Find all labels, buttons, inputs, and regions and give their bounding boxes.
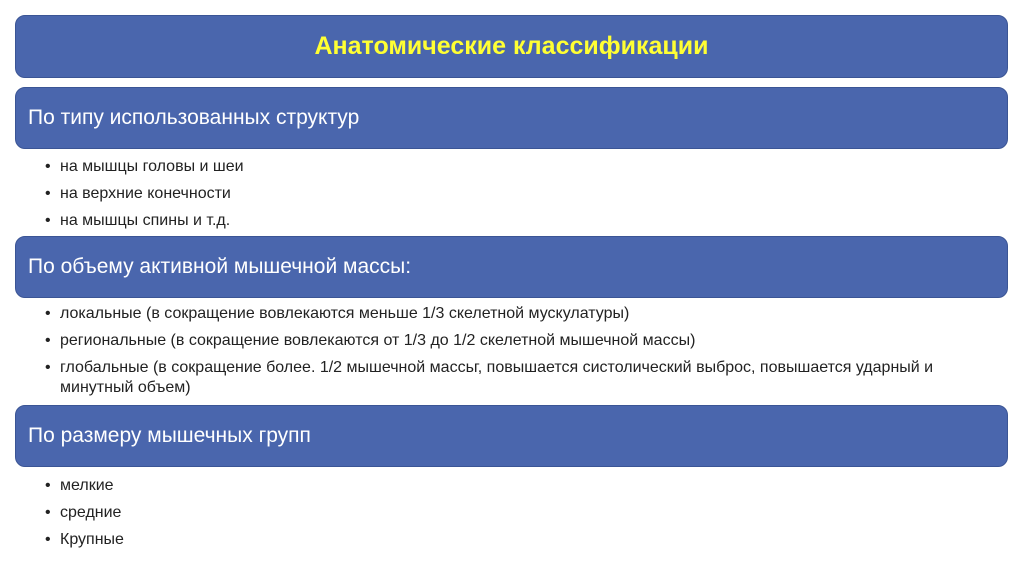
- section-list-structures: [45, 157, 995, 238]
- list-item: • на верхние конечности: [45, 184, 995, 204]
- list-item: • на мышцы головы и шеи: [45, 157, 995, 177]
- list-item: • региональные (в сокращение вовлекаются от 1/3 до 1/2 скелетной мышечной массы): [45, 331, 995, 351]
- list-item: • Крупные: [45, 530, 995, 550]
- section-header-muscle-mass: [15, 236, 1008, 298]
- section-heading: По типу использованных структур: [28, 106, 360, 129]
- page-title: Анатомические классификации: [314, 32, 709, 60]
- list-item: • на мышцы спины и т.д.: [45, 211, 995, 231]
- section-heading: По объему активной мышечной массы:: [28, 255, 412, 278]
- section-heading: По размеру мышечных групп: [28, 424, 311, 447]
- section-header-muscle-groups: [15, 405, 1008, 467]
- section-list-muscle-groups: [45, 476, 995, 557]
- list-item: • локальные (в сокращение вовлекаются меньше 1/3 скелетной мускулатуры): [45, 304, 995, 324]
- list-item: • средние: [45, 503, 995, 523]
- list-item: • мелкие: [45, 476, 995, 496]
- section-header-structures: [15, 87, 1008, 149]
- title-bar: [15, 15, 1008, 78]
- section-list-muscle-mass: [45, 304, 995, 405]
- list-item: • глобальные (в сокращение более. 1/2 мышечной массьг, повышается систолический выброс, повышается ударный и минутный объем): [45, 358, 995, 398]
